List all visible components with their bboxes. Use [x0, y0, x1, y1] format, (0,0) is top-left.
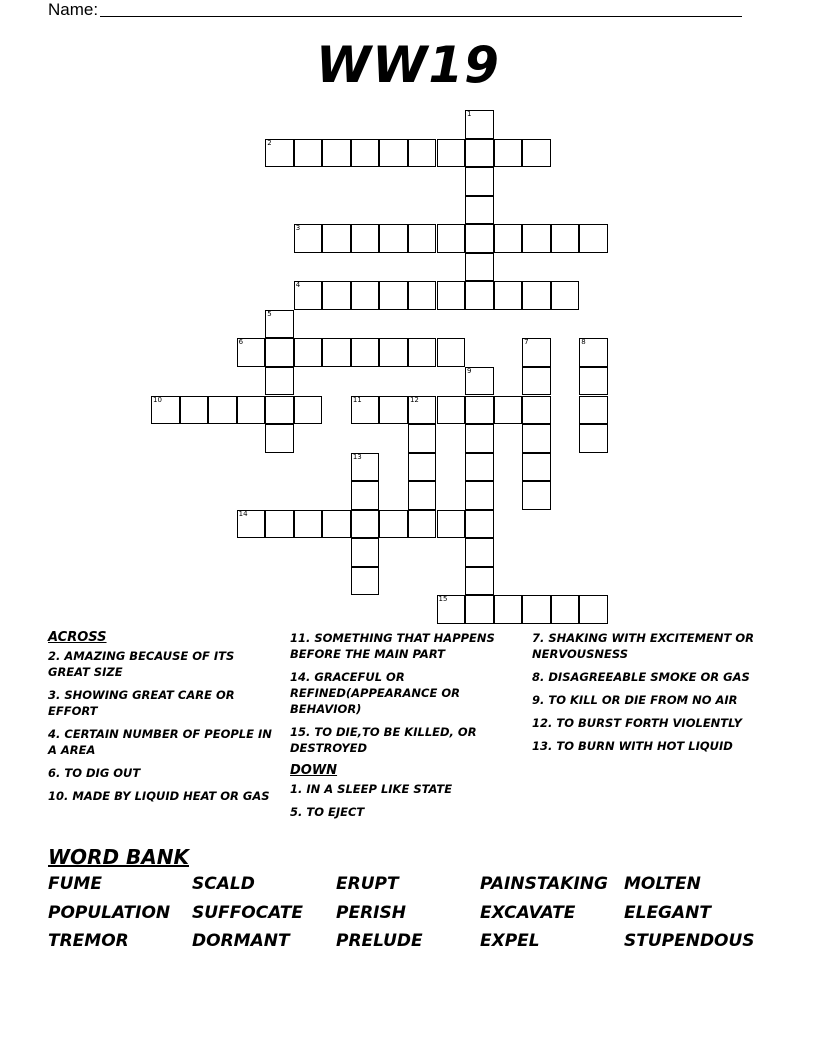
grid-cell[interactable]: [379, 224, 408, 253]
word-bank-item: PRELUDE: [336, 931, 423, 951]
grid-cell[interactable]: [294, 224, 323, 253]
word-bank-item: POPULATION: [48, 903, 171, 923]
clue-number: 9: [467, 366, 472, 375]
clue-number: 12: [409, 395, 419, 404]
grid-cell[interactable]: [522, 139, 551, 168]
grid-cell[interactable]: [437, 338, 466, 367]
grid-cell[interactable]: [351, 396, 380, 425]
clue-down-8: 8. DISAGREEABLE SMOKE OR GAS: [532, 670, 750, 684]
word-bank-item: MOLTEN: [624, 874, 701, 894]
grid-cell[interactable]: [522, 453, 551, 482]
grid-cell[interactable]: [408, 453, 437, 482]
grid-cell[interactable]: [408, 139, 437, 168]
grid-cell[interactable]: [322, 338, 351, 367]
clue-number: 13: [352, 452, 362, 461]
grid-cell[interactable]: [322, 510, 351, 539]
grid-cell[interactable]: [294, 338, 323, 367]
grid-cell[interactable]: [379, 396, 408, 425]
word-bank-item: ERUPT: [336, 874, 399, 894]
grid-cell[interactable]: [465, 424, 494, 453]
grid-cell[interactable]: [379, 338, 408, 367]
grid-cell[interactable]: [351, 510, 380, 539]
grid-cell[interactable]: [351, 281, 380, 310]
clue-number: 4: [295, 281, 301, 290]
clue-number: 15: [438, 595, 448, 604]
grid-cell[interactable]: [408, 424, 437, 453]
grid-cell[interactable]: [437, 510, 466, 539]
grid-cell[interactable]: [265, 396, 294, 425]
grid-cell[interactable]: [579, 224, 608, 253]
grid-cell[interactable]: [465, 224, 494, 253]
grid-cell[interactable]: [322, 139, 351, 168]
grid-cell[interactable]: [579, 338, 608, 367]
grid-cell[interactable]: [465, 281, 494, 310]
grid-cell[interactable]: [465, 167, 494, 196]
grid-cell[interactable]: [494, 281, 523, 310]
grid-cell[interactable]: [294, 281, 323, 310]
grid-cell[interactable]: [465, 453, 494, 482]
clues-column-2: [290, 630, 515, 827]
grid-cell[interactable]: [522, 424, 551, 453]
grid-cell[interactable]: [151, 396, 180, 425]
grid-cell[interactable]: [351, 338, 380, 367]
grid-cell[interactable]: [579, 424, 608, 453]
grid-cell[interactable]: [351, 567, 380, 596]
grid-cell[interactable]: [465, 595, 494, 624]
clue-across-3: 3. SHOWING GREAT CARE OR EFFORT: [48, 688, 235, 718]
grid-cell[interactable]: [551, 281, 580, 310]
grid-cell[interactable]: [494, 396, 523, 425]
grid-cell[interactable]: [551, 595, 580, 624]
word-bank-item: ELEGANT: [624, 903, 711, 923]
grid-cell[interactable]: [465, 396, 494, 425]
word-bank-item: FUME: [48, 874, 102, 894]
grid-cell[interactable]: [294, 396, 323, 425]
grid-cell[interactable]: [379, 281, 408, 310]
clue-number: 7: [524, 338, 529, 347]
clue-across-4: 4. CERTAIN NUMBER OF PEOPLE IN A AREA: [48, 727, 272, 757]
grid-cell[interactable]: [579, 396, 608, 425]
grid-cell[interactable]: [437, 224, 466, 253]
word-bank-item: DORMANT: [192, 931, 290, 951]
grid-cell[interactable]: [465, 510, 494, 539]
grid-cell[interactable]: [579, 367, 608, 396]
clue-down-9: 9. TO KILL OR DIE FROM NO AIR: [532, 693, 738, 707]
grid-cell[interactable]: [294, 139, 323, 168]
grid-cell[interactable]: [408, 281, 437, 310]
grid-cell[interactable]: [208, 396, 237, 425]
grid-cell[interactable]: [265, 310, 294, 339]
word-bank-item: EXCAVATE: [480, 903, 576, 923]
word-bank-heading: WORD BANK: [48, 845, 189, 869]
clues-column-3: [532, 630, 762, 761]
grid-cell[interactable]: [465, 139, 494, 168]
grid-cell[interactable]: [408, 396, 437, 425]
clue-number: 11: [352, 395, 362, 404]
grid-cell[interactable]: [465, 567, 494, 596]
grid-cell[interactable]: [322, 224, 351, 253]
grid-cell[interactable]: [437, 396, 466, 425]
grid-cell[interactable]: [379, 510, 408, 539]
clue-across-2: 2. AMAZING BECAUSE OF ITS GREAT SIZE: [48, 649, 235, 679]
grid-cell[interactable]: [408, 510, 437, 539]
grid-cell[interactable]: [437, 595, 466, 624]
clue-number: 14: [238, 509, 248, 518]
clue-number: 10: [153, 395, 162, 404]
grid-cell[interactable]: [351, 481, 380, 510]
grid-cell[interactable]: [522, 338, 551, 367]
grid-cell[interactable]: [465, 110, 494, 139]
clues-column-1: [48, 630, 273, 811]
clue-number: 5: [267, 309, 272, 318]
grid-cell[interactable]: [494, 139, 523, 168]
grid-cell[interactable]: [522, 224, 551, 253]
grid-cell[interactable]: [437, 139, 466, 168]
grid-cell[interactable]: [351, 453, 380, 482]
clue-across-15: 15. TO DIE,TO BE KILLED, OR DESTROYED: [290, 725, 477, 755]
grid-cell[interactable]: [294, 510, 323, 539]
word-bank-item: TREMOR: [48, 931, 129, 951]
clue-across-14: 14. GRACEFUL OR REFINED(APPEARANCE OR BEHAVIOR): [290, 670, 460, 716]
grid-cell[interactable]: [265, 424, 294, 453]
grid-cell[interactable]: [322, 281, 351, 310]
grid-cell[interactable]: [522, 281, 551, 310]
across-heading: ACROSS: [48, 630, 107, 645]
clue-down-12: 12. TO BURST FORTH VIOLENTLY: [532, 716, 743, 730]
word-bank-item: SUFFOCATE: [192, 903, 303, 923]
grid-cell[interactable]: [465, 196, 494, 225]
word-bank-item: EXPEL: [480, 931, 540, 951]
grid-cell[interactable]: [522, 481, 551, 510]
grid-cell[interactable]: [351, 224, 380, 253]
clue-number: 3: [295, 224, 301, 233]
grid-cell[interactable]: [265, 338, 294, 367]
clue-across-11: 11. SOMETHING THAT HAPPENS BEFORE THE MAIN PART: [290, 631, 495, 661]
clue-number: 1: [467, 110, 472, 118]
clue-down-1: 1. IN A SLEEP LIKE STATE: [290, 782, 453, 796]
word-bank-item: PERISH: [336, 903, 406, 923]
word-bank-item: STUPENDOUS: [624, 931, 755, 951]
grid-cell[interactable]: [437, 281, 466, 310]
grid-cell[interactable]: [379, 139, 408, 168]
word-bank-item: SCALD: [192, 874, 255, 894]
grid-cell[interactable]: [265, 510, 294, 539]
grid-cell[interactable]: [408, 224, 437, 253]
clue-down-13: 13. TO BURN WITH HOT LIQUID: [532, 739, 733, 753]
grid-cell[interactable]: [494, 595, 523, 624]
clue-down-7: 7. SHAKING WITH EXCITEMENT OR NERVOUSNESS: [532, 631, 755, 661]
grid-cell[interactable]: [579, 595, 608, 624]
grid-cell[interactable]: [265, 139, 294, 168]
grid-cell[interactable]: [551, 224, 580, 253]
grid-cell[interactable]: [408, 338, 437, 367]
down-heading: DOWN: [290, 763, 338, 778]
grid-cell[interactable]: [465, 253, 494, 282]
grid-cell[interactable]: [237, 510, 266, 539]
grid-cell[interactable]: [465, 367, 494, 396]
grid-cell[interactable]: [351, 538, 380, 567]
grid-cell[interactable]: [522, 367, 551, 396]
grid-cell[interactable]: [180, 396, 209, 425]
clue-number: 8: [581, 338, 586, 347]
clue-number: 2: [267, 138, 272, 147]
grid-cell[interactable]: [237, 338, 266, 367]
puzzle-title: WW19: [316, 36, 500, 94]
clue-number: 6: [238, 338, 244, 347]
clue-across-6: 6. TO DIG OUT: [48, 766, 141, 780]
clue-across-10: 10. MADE BY LIQUID HEAT OR GAS: [48, 789, 270, 803]
grid-cell[interactable]: [522, 396, 551, 425]
name-label: Name:: [48, 0, 99, 19]
grid-cell[interactable]: [522, 595, 551, 624]
clue-down-5: 5. TO EJECT: [290, 805, 365, 819]
grid-cell[interactable]: [465, 481, 494, 510]
word-bank-item: PAINSTAKING: [480, 874, 608, 894]
grid-cell[interactable]: [237, 396, 266, 425]
grid-cell[interactable]: [265, 367, 294, 396]
grid-cell[interactable]: [408, 481, 437, 510]
grid-cell[interactable]: [494, 224, 523, 253]
grid-cell[interactable]: [465, 538, 494, 567]
grid-cell[interactable]: [351, 139, 380, 168]
